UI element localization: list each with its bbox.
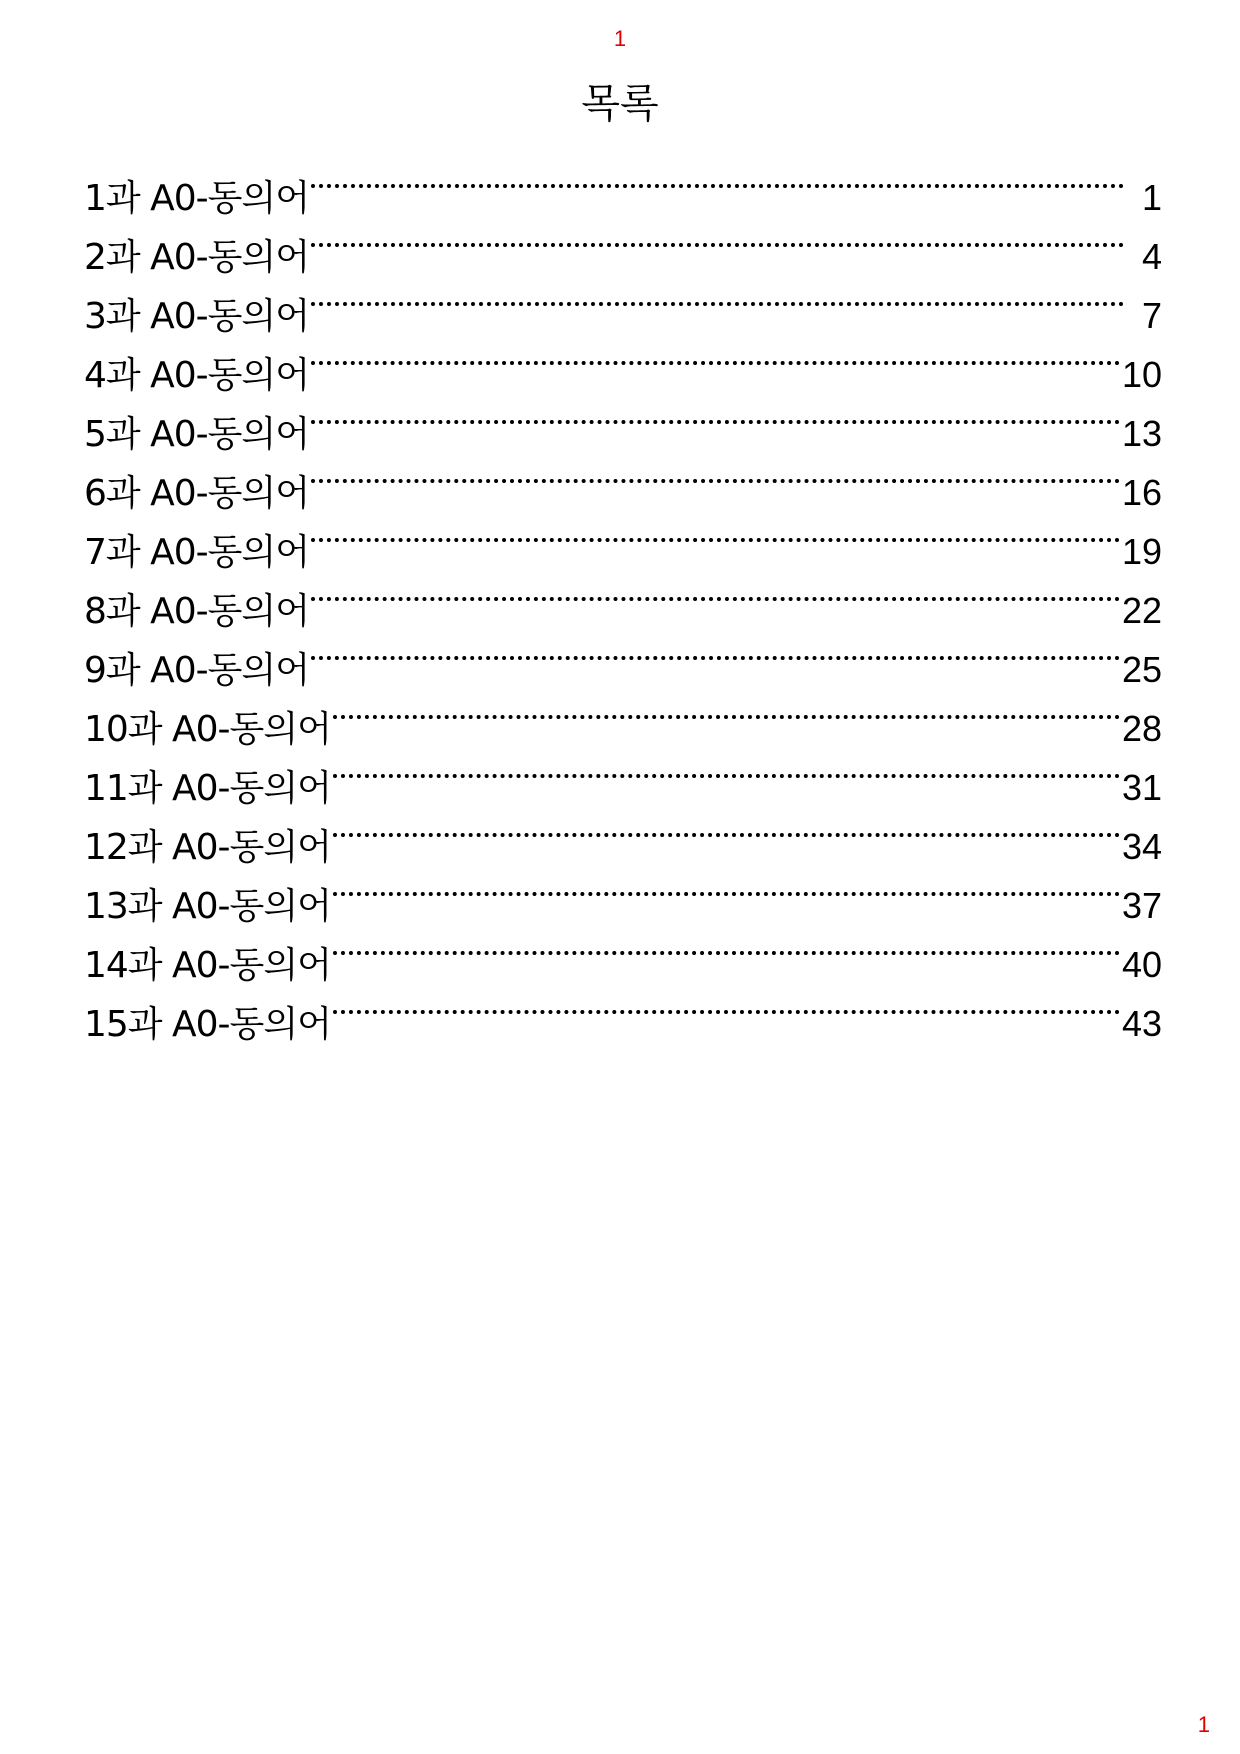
toc-entry[interactable] (84, 876, 1162, 935)
toc-entry-label: 3과 A0-동의어 (84, 296, 309, 337)
toc-entry-page: 25 (1121, 649, 1162, 690)
toc-entry-label: 11과 A0-동의어 (84, 768, 331, 809)
toc-dot-leader (333, 892, 1120, 896)
toc-entry-page: 13 (1121, 413, 1162, 454)
toc-entry-page: 1 (1141, 177, 1162, 218)
toc-entry-page: 10 (1121, 354, 1162, 395)
toc-dot-leader (311, 656, 1120, 660)
toc-entry-page: 43 (1121, 1003, 1162, 1044)
toc-entry[interactable] (84, 463, 1162, 522)
toc-title: 목록 (581, 81, 659, 127)
toc-entry-label: 15과 A0-동의어 (84, 1004, 331, 1045)
toc-entry-label: 14과 A0-동의어 (84, 945, 331, 986)
toc-entry-page: 22 (1121, 590, 1162, 631)
toc-entry[interactable] (84, 581, 1162, 640)
toc-entry-page: 40 (1121, 944, 1162, 985)
toc-entry[interactable] (84, 345, 1162, 404)
toc-entry-page: 19 (1121, 531, 1162, 572)
toc-entry-label: 6과 A0-동의어 (84, 473, 309, 514)
page-number-bottom: 1 (1197, 1712, 1210, 1737)
toc-entry[interactable] (84, 168, 1162, 227)
toc-entry-label: 13과 A0-동의어 (84, 886, 331, 927)
toc-entry-page: 4 (1141, 236, 1162, 277)
toc-entry-label: 9과 A0-동의어 (84, 650, 309, 691)
toc-dot-leader (333, 774, 1120, 778)
toc-entry[interactable] (84, 404, 1162, 463)
toc-entry-label: 4과 A0-동의어 (84, 355, 309, 396)
toc-entry[interactable] (84, 699, 1162, 758)
toc-entry[interactable] (84, 935, 1162, 994)
toc-entry-page: 16 (1121, 472, 1162, 513)
table-of-contents (84, 168, 1162, 1053)
toc-entry[interactable] (84, 286, 1162, 345)
toc-entry[interactable] (84, 522, 1162, 581)
toc-entry[interactable] (84, 994, 1162, 1053)
toc-dot-leader (311, 302, 1124, 306)
toc-dot-leader (311, 420, 1120, 424)
toc-dot-leader (311, 538, 1120, 542)
page-number-top: 1 (613, 26, 627, 51)
toc-entry-label: 10과 A0-동의어 (84, 709, 331, 750)
toc-entry-page: 28 (1121, 708, 1162, 749)
toc-entry[interactable] (84, 817, 1162, 876)
toc-dot-leader (333, 951, 1120, 955)
toc-entry-page: 37 (1121, 885, 1162, 926)
toc-dot-leader (311, 597, 1120, 601)
toc-dot-leader (333, 833, 1120, 837)
toc-entry-label: 1과 A0-동의어 (84, 178, 309, 219)
toc-entry-page: 7 (1141, 295, 1162, 336)
toc-dot-leader (311, 184, 1124, 188)
toc-dot-leader (333, 715, 1120, 719)
toc-dot-leader (311, 361, 1120, 365)
toc-dot-leader (311, 243, 1124, 247)
toc-dot-leader (311, 479, 1120, 483)
toc-entry-label: 8과 A0-동의어 (84, 591, 309, 632)
toc-entry-page: 34 (1121, 826, 1162, 867)
toc-entry[interactable] (84, 758, 1162, 817)
toc-entry-label: 7과 A0-동의어 (84, 532, 309, 573)
toc-entry-label: 12과 A0-동의어 (84, 827, 331, 868)
toc-dot-leader (333, 1010, 1120, 1014)
toc-entry[interactable] (84, 227, 1162, 286)
toc-entry-page: 31 (1121, 767, 1162, 808)
toc-entry[interactable] (84, 640, 1162, 699)
toc-entry-label: 2과 A0-동의어 (84, 237, 309, 278)
toc-entry-label: 5과 A0-동의어 (84, 414, 309, 455)
